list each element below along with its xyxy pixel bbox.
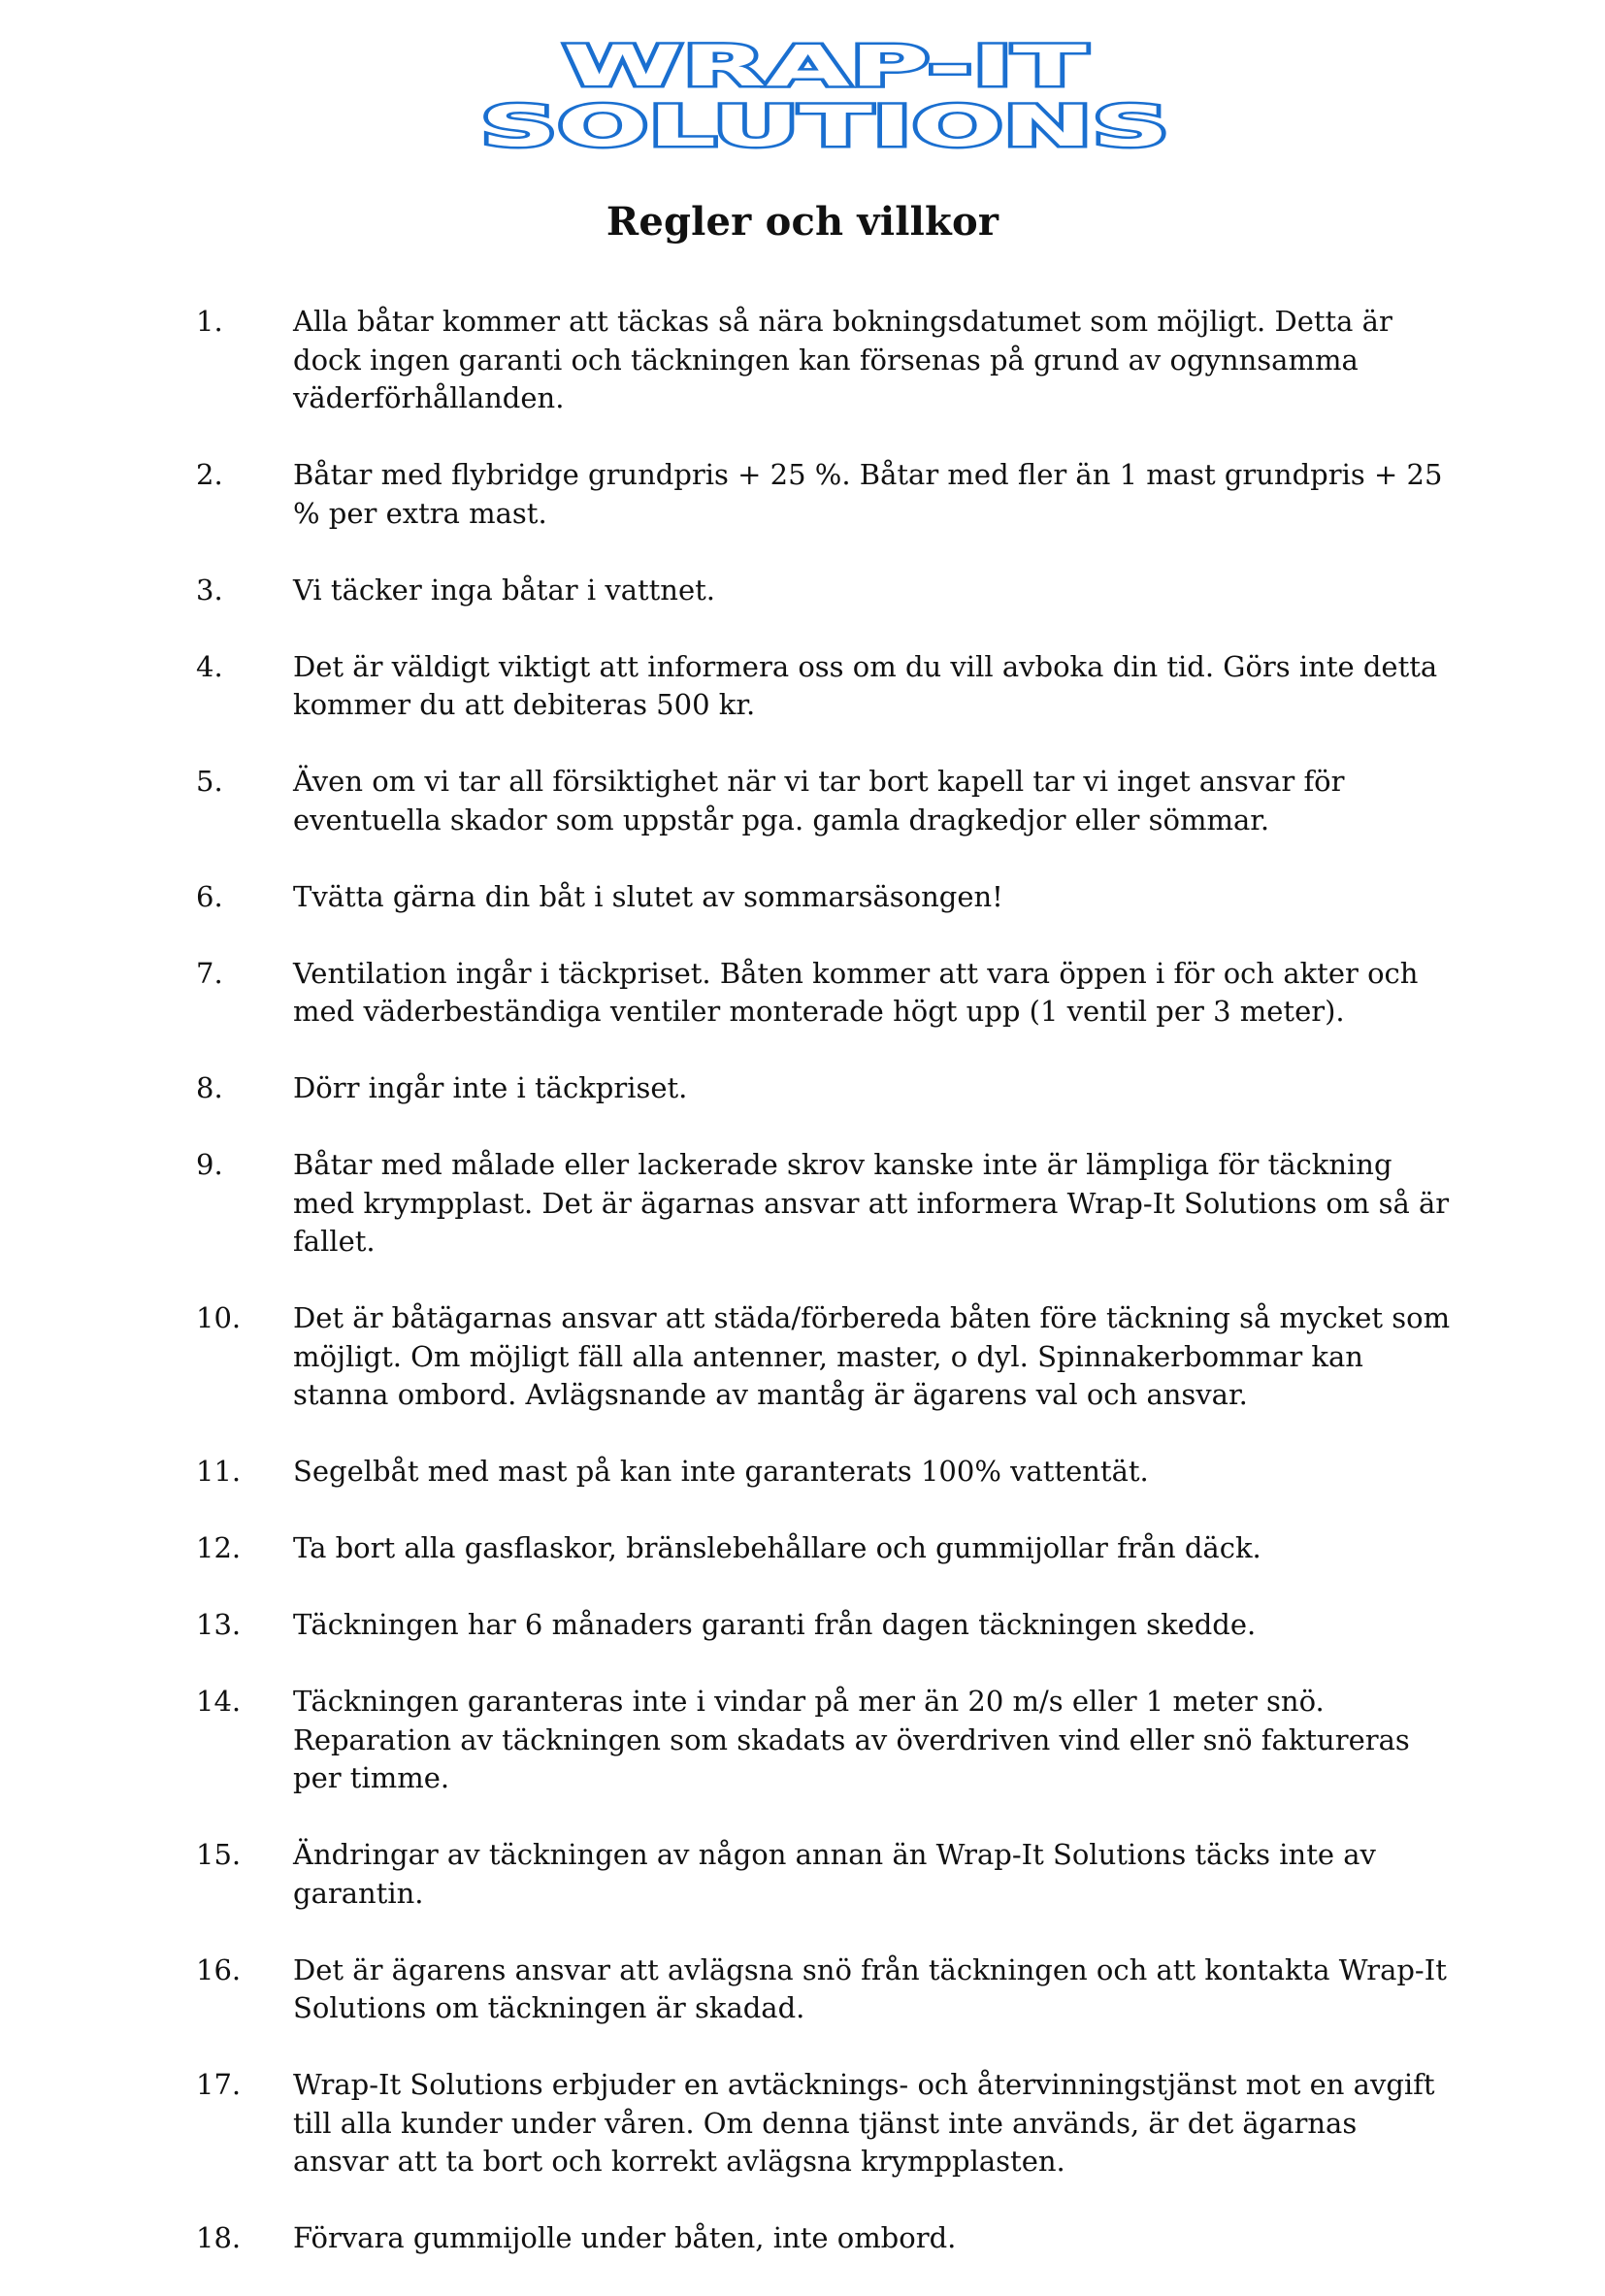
rule-item — [196, 572, 1458, 610]
rule-number: 3. — [196, 573, 223, 607]
rule-text: Även om vi tar all försiktighet när vi tar bort kapell tar vi inget ansvar för eventuella skador som uppstår pga. gamla dragkedjor eller sömmar. — [293, 765, 1345, 836]
rule-item — [196, 955, 1458, 1032]
rule-item — [196, 1683, 1458, 1798]
rule-number: 6. — [196, 879, 223, 913]
page-title: Regler och villkor — [606, 199, 999, 245]
rule-item — [196, 1146, 1458, 1262]
rule-text: Ta bort alla gasflaskor, bränslebehållare och gummijollar från däck. — [293, 1531, 1261, 1564]
rule-item — [196, 2066, 1458, 2181]
rule-number: 10. — [196, 1301, 242, 1334]
company-logo — [475, 37, 1174, 151]
rule-item — [196, 763, 1458, 839]
logo-line-2: SOLUTIONS — [480, 93, 1169, 151]
rule-number: 9. — [196, 1148, 223, 1181]
rule-item — [196, 456, 1458, 533]
rule-number: 4. — [196, 649, 223, 683]
rule-text: Båtar med flybridge grundpris + 25 %. Båtar med fler än 1 mast grundpris + 25 % per extra mast. — [293, 458, 1443, 530]
rule-item — [196, 1069, 1458, 1108]
rule-number: 11. — [196, 1455, 242, 1488]
rule-item — [196, 2219, 1458, 2258]
rule-number: 8. — [196, 1071, 223, 1104]
rule-item — [196, 1836, 1458, 1913]
rule-number: 2. — [196, 458, 223, 491]
rule-text: Det är ägarens ansvar att avlägsna snö från täckningen och att kontakta Wrap-It Solutions om täckningen är skadad. — [293, 1952, 1447, 2024]
rule-text: Tvätta gärna din båt i slutet av sommarsäsongen! — [293, 879, 1003, 913]
rule-text: Ventilation ingår i täckpriset. Båten kommer att vara öppen i för och akter och med väderbeständiga ventiler monterade högt upp (1 ventil per 3 meter). — [293, 956, 1419, 1028]
rule-item — [196, 648, 1458, 725]
rule-text: Det är väldigt viktigt att informera oss om du vill avboka din tid. Görs inte detta kommer du att debiteras 500 kr. — [293, 649, 1438, 721]
rule-text: Förvara gummijolle under båten, inte ombord. — [293, 2221, 957, 2254]
rule-text: Det är båtägarnas ansvar att städa/förbereda båten före täckning så mycket som möjligt. Om möjligt fäll alla antenner, master, o dyl. Spinnakerbommar kan stanna ombord. Avlägsnande av mantåg är ägarens val och ansvar. — [293, 1301, 1451, 1411]
rule-number: 16. — [196, 1952, 242, 1986]
rule-number: 15. — [196, 1838, 242, 1871]
rule-item — [196, 1606, 1458, 1645]
rule-text: Alla båtar kommer att täckas så nära bokningsdatumet som möjligt. Detta är dock ingen garanti och täckningen kan försenas på grund av ogynnsamma väderförhållanden. — [293, 305, 1392, 414]
rule-number: 13. — [196, 1608, 242, 1641]
rule-text: Dörr ingår inte i täckpriset. — [293, 1071, 688, 1104]
rule-text: Täckningen har 6 månaders garanti från dagen täckningen skedde. — [293, 1608, 1257, 1641]
rule-item — [196, 1299, 1458, 1415]
rule-item — [196, 1952, 1458, 2028]
rules-list — [196, 303, 1458, 2296]
rule-text: Vi täcker inga båtar i vattnet. — [293, 573, 716, 607]
rule-item — [196, 1529, 1458, 1568]
logo-line-1: WRAP-IT — [563, 37, 1088, 99]
rule-number: 1. — [196, 305, 223, 338]
rule-text: Segelbåt med mast på kan inte garanterats 100% vattentät. — [293, 1455, 1149, 1488]
rule-text: Ändringar av täckningen av någon annan än Wrap-It Solutions täcks inte av garantin. — [293, 1838, 1376, 1910]
rule-item — [196, 1453, 1458, 1492]
rule-item — [196, 878, 1458, 917]
rule-text: Båtar med målade eller lackerade skrov kanske inte är lämpliga för täckning med krympplast. Det är ägarnas ansvar att informera Wrap-It Solutions om så är fallet. — [293, 1148, 1450, 1258]
rule-text: Täckningen garanteras inte i vindar på mer än 20 m/s eller 1 meter snö. Reparation av täckningen som skadats av överdriven vind eller snö faktureras per timme. — [293, 1685, 1410, 1794]
rule-number: 14. — [196, 1685, 242, 1718]
rule-number: 12. — [196, 1531, 242, 1564]
rule-number: 5. — [196, 765, 223, 798]
rule-item — [196, 303, 1458, 418]
rule-number: 17. — [196, 2068, 242, 2101]
rule-text: Wrap-It Solutions erbjuder en avtäcknings- och återvinningstjänst mot en avgift till alla kunder under våren. Om denna tjänst inte används, är det ägarnas ansvar att ta bort och korrekt avlägsna krympplasten. — [293, 2068, 1435, 2178]
rule-number: 7. — [196, 956, 223, 990]
rule-number: 18. — [196, 2221, 242, 2254]
